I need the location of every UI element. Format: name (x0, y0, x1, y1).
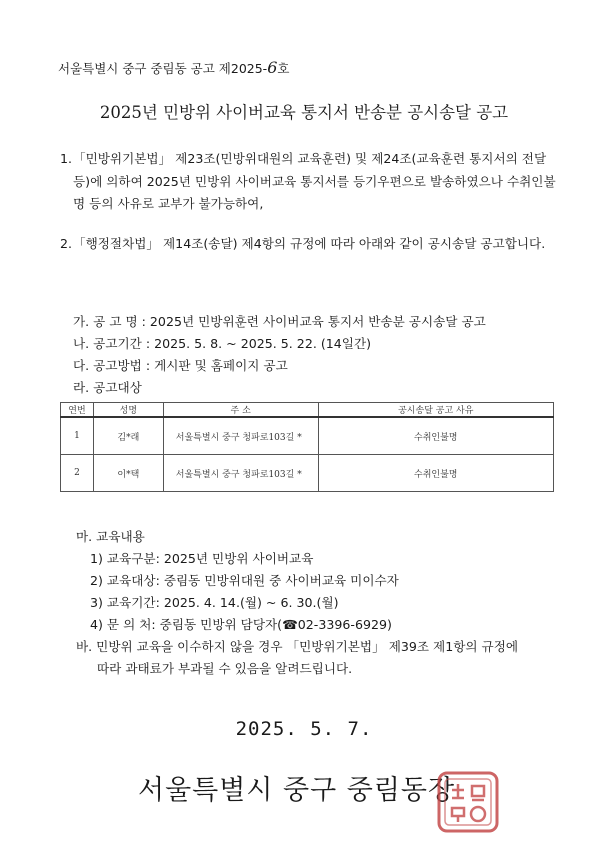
item-notice-name: 가. 공 고 명 : 2025년 민방위훈련 사이버교육 통지서 반송분 공시송달 공고 (73, 314, 486, 329)
cell-address: 서울특별시 중구 청파로103길 * (163, 455, 318, 492)
paragraph-1-number: 1. (60, 151, 73, 166)
header-reason: 공시송달 공고 사유 (318, 403, 554, 418)
table-row (61, 455, 554, 492)
issue-date: 2025. 5. 7. (235, 718, 373, 740)
notice-number (58, 58, 289, 77)
issuer-name: 서울특별시 중구 중림동장 (138, 775, 456, 806)
penalty-line-2: 따라 과태료가 부과될 수 있음을 알려드립니다. (97, 661, 353, 676)
target-table (60, 402, 554, 492)
document-title: 2025년 민방위 사이버교육 통지서 반송분 공시송달 공고 (99, 103, 509, 122)
table-header-row (61, 403, 554, 418)
penalty-line-1: 바. 민방위 교육을 이수하지 않을 경우 「민방위기본법」 제39조 제1항의 규정에 (76, 639, 519, 654)
education-heading: 마. 교육내용 (76, 529, 145, 544)
official-seal-icon (436, 770, 500, 834)
paragraph-1-text: 「민방위기본법」 제23조(민방위대원의 교육훈련) 및 제24조(교육훈련 통지서의 전달 등)에 의하여 2025년 민방위 사이버교육 통지서를 등기우편으로 발송하였으나 수취인불명 등의 사유로 교부가 불가능하여, (73, 151, 556, 211)
education-line-4: 4) 문 의 처: 중림동 민방위 담당자(☎02-3396-6929) (90, 617, 392, 632)
paragraph-2-number: 2. (60, 236, 73, 251)
notice-number-handwritten: 6 (267, 58, 278, 77)
education-line-3: 3) 교육기간: 2025. 4. 14.(월) ~ 6. 30.(월) (90, 595, 339, 610)
header-address: 주 소 (163, 403, 318, 418)
notice-number-prefix: 서울특별시 중구 중림동 공고 제2025- (58, 61, 268, 76)
header-name: 성명 (93, 403, 163, 418)
cell-address: 서울특별시 중구 청파로103길 * (163, 417, 318, 455)
paragraph-2-text: 「행정절차법」 제14조(송달) 제4항의 규정에 따라 아래와 같이 공시송달 공고합니다. (73, 236, 546, 251)
table-row (61, 417, 554, 455)
cell-serial: 2 (61, 455, 94, 492)
education-line-1: 1) 교육구분: 2025년 민방위 사이버교육 (90, 551, 314, 566)
notice-number-suffix: 호 (277, 61, 290, 76)
cell-name: 김*래 (93, 417, 163, 455)
item-notice-period: 나. 공고기간 : 2025. 5. 8. ~ 2025. 5. 22. (14일간) (73, 336, 372, 351)
item-notice-target: 라. 공고대상 (73, 380, 142, 395)
education-line-2: 2) 교육대상: 중림동 민방위대원 중 사이버교육 미이수자 (90, 573, 399, 588)
cell-serial: 1 (61, 417, 94, 455)
header-serial: 연번 (61, 403, 94, 418)
cell-name: 이*택 (93, 455, 163, 492)
paragraph-2 (60, 233, 560, 256)
cell-reason: 수취인불명 (318, 417, 554, 455)
paragraph-1 (60, 148, 560, 216)
cell-reason: 수취인불명 (318, 455, 554, 492)
item-notice-method: 다. 공고방법 : 게시판 및 홈페이지 공고 (73, 358, 288, 373)
